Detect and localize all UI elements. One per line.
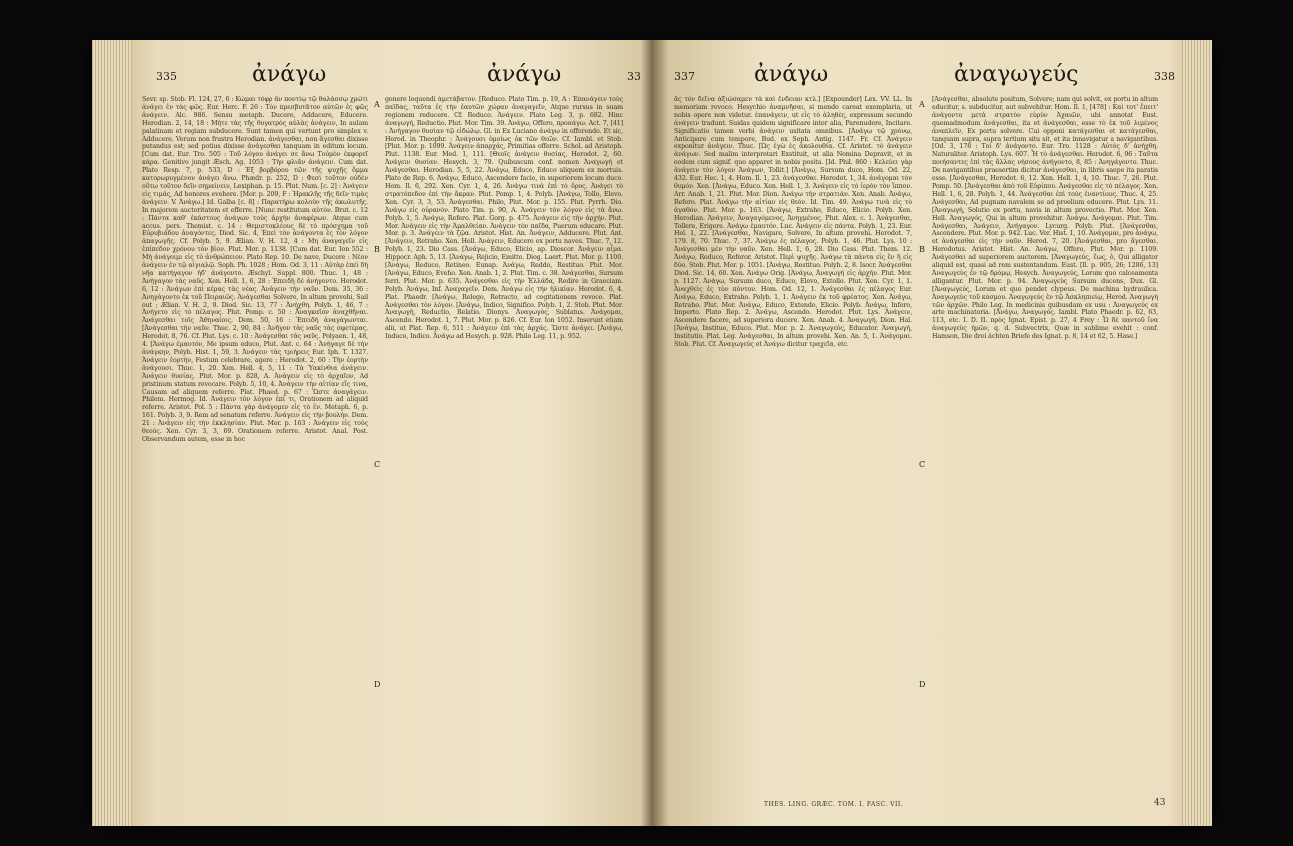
margin-mark-a: A — [374, 100, 380, 109]
right-headword-1: ἀνάγω — [754, 62, 829, 87]
left-page — [92, 40, 650, 826]
page-number-337: 337 — [674, 70, 695, 83]
margin-mark-b-right: B — [919, 245, 925, 254]
right-headword-2: ἀναγωγεύς — [954, 62, 1079, 87]
right-page-column-2: [Ἀνάγεσθαι, absolute positum, Solvere; nam qui solvit, ex portu in altum educitur, s. subducitur, aut subvehitur. Hom. Il. 1, [478] : Καὶ τοτ' ἔπειτ' ἀνάγοντο μετὰ στρατὸν εὐρὺν Ἀχαιῶν, ubi annotat Eust. quemadmodum ἀνάγεσθαι, ita et ἀνάγεσθαι, esse τὸ ἐκ τοῦ λιμένος ἀναπλεῖν, Ex portu solvere. Cui opponi κατάγεσθαι et κατάγεσθαι, tanquam supra, supra tertium situ sit, et ita innavigatur a navigantibus. [Od. 3, 178 : Τοὶ δ' ἀνάγοντο. Eur. Tro. 1128 : Αὐτὸς δ' ἀνήχθη. Naturaliter. Aristoph. Lys. 607. Ἦ τὸ ἀνάγεσθαι. Herodot. 6, 96 : Ταῦτα ποιήσαντες ἐπὶ τὰς ἄλλας νήσους ἀνήγοντο, 8, 85 : Ἀνηγάγοντο. Thuc. De navigantibus praesertim dicitur ἀνάγεσθαι, in libris saepe ita paratis esse. [Ἀνάγεσθαι, Herodot. 6, 12. Xen. Hell. 1, 4, 10. Thuc. 7, 26. Plut. Pomp. 50. [Ἀνάγεσθαι ἀπὸ τοῦ Εὐρίπου. Ἀνάγεσθαι εἰς τὸ πέλαγος. Xen. Hell. 1, 6, 28. Polyb. 1, 44. Ἀνάγεσθαι ἐπὶ τοὺς ἐναντίους. Thuc. 4, 25. Ἀνάγεσθαι, Ad pugnam navalem se ad proelium educere. Plut. Lys. 11. [Ἀναγωγή, Solutio ex portu, navis in altum provectio. Plut. Mor. Xen. Hell. Ἀναγωγός, Qui in altum provehitur. Ἀνάγω. Ἀνάγομαι. Plut. Tim. Ἀνάγεσθαι, Ἀνάγειν, Ἀνήγαγον. Lycurg. Polyb. Plut. [Ἀνάγεσθαι, Ascendere. Plut. Mor. p. 942. Luc. Ver. Hist. 1, 10. Ἀνάγομαι, pro ἀνάγω, et ἀνάγεσθαι εἰς τὴν ναῦν. Herod. 7, 20. [Ἀνάγεσθαι, pro ἄγεσθαι. Herodotus. Aristot. Hist. An. Ἀνάγω, Offero, Plut. Mor. p. 1109. Ἀνάγεσθαι ad superiorem auctorem. [Ἀναγωγεύς, ἔως, ὁ, Qui alligator aliquid est, quasi ad rem sustentandam. Eust. [Il. p. 905, 26; 1286, 13] Ἀναγωγεὺς ἐν τῷ δρόμῳ, Hesych. Ἀναγωγεύς, Lorum quo calceamenta alligantur. Plut. Mor. p. 94. Ἀναγωγεὺς Sursum ducens, Dux. Gl. [Ἀναγωγεύς, Lorum et quo pendet clypeus. De machina hydraulica. Ἀναγωγεὺς τοῦ κόσμου. Ἀναγωγεύς ἐν τῷ Ἀσκληπιείῳ, Herod. Ἀναγωγὴ τῶν ἀρχῶν. Philo Leg. In medicinis quibusdam ex usu : Ἀναγωγεύς ex arte machinatoria. [Ἀνάγω, Ἀναγωγός. Iambl. Plato Phaedr. p. 62, 63, 113, etc. I. D. II. πρὸς Ignat. Epist. p. 27, 4 Frey : Ὧ δὲ παντοῦ ἵνα ἀναγωγεὺς ἡμῶν, q. d. Subvectrix, Quæ in sublime evehit : conf. Hamson, Die drei ächten Briefe des Ignat. p. 8, 14 et 62, 5. Hase.] — [932, 96, 1158, 341]
left-headword-2: ἀνάγω — [487, 62, 562, 87]
left-page-column-1: Sevr. sp. Stob. Fl. 124, 27, 6 : Κώμαι τόφρ ἂν ποντίῳ τῷ θαλάσσῳ χρώτι ἀνάγει ἐν τὰς φῶς. Eur. Herc. F. 26 : Τὸν πρεσβυτᾶτον αὐτῶν ἐς φῶς ἀνάγειν. Alc. 986. Sensu metaph. Ducere, Adducere, Educere. Herodian. 2, 14, 18 : Μήτε τὰς τῆς θυγατρὸς αὐλὰς ἀνάγειν, In aulam palatinam et regiam subducere. Sunt tamen qui vertunt pro simplex v. Adducere. Verum non frustra Herodian. ἀνάγεσθαι, non ἄγεσθαι dixisse putandus est; sed potius dixisse ἀνάγεσθαι tanquam in editum locum. [Cum dat. Eur. Tro. 505 : Τοῦ λόγου ἀνάγει σε ἄνω Τοὐμὸν ἐκφορεῖ κάρα. Genitivo jungit Æsch. Ag. 1053 : Τὴν φλιᾶν ἀνάγειν. Cum dat. Plato Resp. 7, p. 533, D : Ἐξ βορβόρου τῶν τῆς ψυχῆς ὄμμα κατορωρυγμένον ἀνάγει ἄνω. Phædr. p. 252, D : Φεσὶ τοῦτον οὐδὲν οὕτω τοῦτον δεῖν σημαίνειν, Lexiphan. p. 15. Plut. Num. [c. 2] : Ἀνάγειν εἰς τιμάς, Ad honores evehere. [Mor. p. 209, F : Ἡρακλῆς τῆς δεῖν τιμὰς ἀνάγειν. V. Ἀνάγω.] Id. Galba [c. 8] : Παρατήρω κολούν τῆς ἀκωλυτῆς. In majorem auctoritatem et efferre. [Nunc restitutum αὐτὸν. Brut. c. 12 : Πάντα καθ' ἑκάστους ἀνάγων τοὺς ἀρχὴν ἀναφέρων. Atque cum accus. pers. Themist. c. 14 : Θεμιστοκλέους δὲ τὸ πρόσχημα τοῦ Εὐρυβιάδου ἀναγόντες. Diod. Sic. 4, Ἐπεὶ τὸν ἀνάγοντα ἐς τὸν λόγον ἀπαγωγῆς. Cf. Polyb. 5, 9. Ælian. V. H. 12, 4 : Μη ἀναγαγεῖν εἰς ἐπίπεδον χρόνου τὸν βίον. Plut. Mor. p. 1138. [Cum dat. Eur. Ion 552 : Μὴ ἀνάγοιμι εἰς τὸ ἀνθρώπειον. Plato Rep. 10. De nave, Ducere : Νέον ἀνάγειν ἐν τῷ αἰγιαλῷ. Soph. Ph. 1028 ; Hom. Od. 3, 11 : Αὐτὰρ ἐπεὶ δὴ νῆα κατήγαγον ἠδ' ἀνάγοντο. Æschyl. Suppl. 800. Thuc. 1, 48 : Ἀνήγαγον τὰς ναῦς. Xen. Hell. 1, 6, 28 : Ἐπειδὴ δὲ ἀνήγοντο. Herodot. 6, 12 : Ἀνάγων ἐπὶ κέρας τὰς νέας. Ἀνάγειν τὴν ναῦν. Dem. 35, 36 : Ἀνηγάγοντο ἐκ τοῦ Πειραιῶς. Ἀνάγεσθαι Solvere, In altum provehi, Sail out ; Ælian. V. H. 2, 9. Diod. Sic. 13, 77 : Ἀνήχθη. Polyb. 1, 46, 7 : Ἀνήγετο εἰς τὸ πέλαγος. Plut. Pomp. c. 50 : Ἀναγκαῖον ἀναχθῆναι. Ἀνάγεσθαι τοῖς Ἀθηναίοις. Dem. 50, 16 : Ἐπειδὴ ἀναγάγωνται. [Ἀνάγεσθαι τὴν ναῦν. Thuc. 2, 90, 84 : Ἀνῆγον τὰς ναῦς τὰς σφετέρας. Herodot. 8, 76. Cf. Plut. Lys. c. 10 : Ἀνάγεσθαι τὰς ναῦς. Polyaen. 1, 48, 4. [Ἀνάγω ἐμαυτόν, Me ipsum educo, Plut. Ant. c. 64 : Ἀνήγαγε δὲ τὴν ἀνάγκην, Polyb. Hist. 1, 59, 3. Ἀνάγειν τὰς τριήρεις Eur. Iph. T. 1327. Ἀνάγειν ἑορτήν, Festum celebrare, agere : Herodot. 2, 60 : Τὴν ἑορτὴν ἀνάγουσι. Thuc. 1, 20. Xen. Hell. 4, 5, 11 : Τὰ Ὑακίνθια ἀνάγειν. Ἀνάγειν θυσίας. Plut. Mor. p. 828, A. Ἀνάγειν εἰς τὸ ἀρχαῖον, Ad pristinum statum revocare. Polyb. 5, 10, 4. Ἀνάγειν τὴν αἰτίαν εἴς τινα, Causam ad aliquem referre. Plat. Phaed. p. 67 : Ὥστε ἀναγάγειν. Philem. Hermog. Id. Ἀνάγειν τὸν λόγον ἐπί τι, Orationem ad aliquid referre. Aristot. Pol. 5 : Πάντα γὰρ ἀνάγομεν εἰς τὸ ἓν. Metaph. 6, p. 161. Polyb. 3, 9. Rem ad senatum referre. Ἀνάγειν εἰς τὴν βουλήν. Dem. 21 : Ἀνάγειν εἰς τὴν ἐκκλησίαν. Plut. Mor. p. 163 : Ἀνάγειν εἰς τοὺς θεούς. Xen. Cyr. 3, 3, 69. Orationem referre. Aristot. Anal. Post. Observandum autem, esse in hoc — [142, 96, 368, 443]
left-page-column-2: genere loquendi ἀμετάβατον. [Reduco. Plato Tim. p. 19, A : Ἐπανάγειν τοὺς παῖδας, ταῦτα ἐς τὴν ἑαυτῶν χώραν ἀναγαγεῖν, Atque rursus in suam regionem reducere. Cf. Reduco. Ἀνάγειν. Plato Leg. 3, p. 682. Hinc ἀναγωγή, Reductio. Plut. Mor. Tim. 39. Ἀνάγω, Offero, προσάγω. Act. 7, [41] : Ἀνήγαγον θυσίαν τῷ εἰδώλῳ. Gl. in Ex Luciano ἀνάγω in offerendo. Et sic, Herod. in Theophr. : Ἀνάγουσι ὁμοίως ὁκ τῶν θεῶν. Cf. Iambl. et Stob. [Plut. Mor. p. 1099. Ἀνάγειν ἀπαρχάς, Primitias offerre. Schol. ad Aristoph. Plut. 1138. Eur. Med. 1, 111. [Θεοῖς ἀνάγειν θυσίας, Herodot. 2, 60. Ἀνάγειν θυσίαν. Hesych. 3, 79. Quibuscum conf. nomen Ἀναγωγή et Ἀνάγεσθαι. Herodian. 5, 5, 22. Ἀνάγω, Educo, Educo aliquem ex mortuis. Plato de Rep. 6. Ἀνάγω, Educo, Ascendere facio, in superiorem locum duco. Hom. Il. 6, 292. Xen. Cyr. 1, 4, 26. Ἀνάγω τινὰ ἐπὶ τὸ ὄρος. Ἀνάγει τὸ στρατόπεδον ἐπὶ τὴν ἄκραν. Plut. Pomp. 1, 4. Polyb. [Ἀνάγω, Tollo, Elevo. Xen. Cyr. 3, 3, 53. Ἀνάγεσθαι. Philo, Plut. Mor. p. 155. Plut. Pyrrh. Dio. Ἀνάγω εἰς οὐρανόν. Plato Tim. p. 90, A. Ἀνάγειν τὸν λόγον εἰς τὰ ἄνω. Polyb. 1, 5. Ἀνάγω, Refero. Plat. Gorg. p. 475. Ἀνάγειν εἰς τὴν ἀρχήν. Plut. Mor. Ἀνάγειν εἰς τὴν Ἀμαλθείαν. Ἀνάγειν τὸν παῖδα, Puerum educare. Plut. Mor. p. 3. Ἀνάγειν τὰ ζῷα. Aristot. Hist. An. Ἀνάγειν, Adducere. Plut. Ant. [Ἀνάγειν, Retraho. Xen. Hell. Ἀνάγειν, Educere ex portu naves. Thuc. 7, 12. Polyb. 1, 23. Dio Cass. [Ἀνάγω, Educo, Elicio, ap. Dioscor. Ἀνάγειν αἷμα. Hippocr. Aph. 5, 13. [Ἀνάγω, Rejicio, Emitto. Diog. Laert. Plut. Mor. p. 1100. [Ἀνάγω, Reduco, Retineo. Eunap. Ἀνάγω, Reddo, Restituo. Plut. Mor. [Ἀνάγω, Educo, Eveho. Xen. Anab. 1, 2. Plut. Tim. c. 38. Ἀνάγεσθαι, Sursum ferri. Plut. Mor. p. 635. Ἀνάγεσθαι εἰς τὴν Ἑλλάδα, Redire in Graeciam. Polyb. Ἀνάγω, Inf. Ἀναγαγεῖν. Dem. Ἀνάγω εἰς τὴν ἡλικίαν. Herodot. 6, 4. Plat. Phaedr. [Ἀνάγω, Relego, Retracto, ad cogitationem revoco. Plat. Ἀνάγεσθαι τὸν λόγον. [Ἀνάγω, Indico, Significo. Polyb. 1, 2. Stob. Plut. Mor. Ἀναγωγή, Reductio, Relatio. Dionys. Ἀναγωγὸς, Sublatus. Ἀνάγομαι, Ascendo. Herodot. 1, 7. Plut. Mor. p. 826. Cf. Eur. Ion 1052. Inserunt etiam alii, ut Plat. Rep. 6, 511 : Ἀνάγειν ἐπὶ τὰς ἀρχάς. Ὥστε ἀνάγει. [Ἀνάγω, Induco, Indico. Ἀνάγω ad Hesych. p. 928. Philo Leg. 11, p. 952. — [385, 96, 623, 341]
page-number-335: 335 — [156, 70, 177, 83]
margin-mark-d-right: D — [919, 680, 926, 689]
page-number-338: 338 — [1154, 70, 1175, 83]
page-number-336: 33 — [627, 70, 641, 83]
margin-mark-c: C — [374, 460, 381, 469]
margin-mark-a-right: A — [919, 100, 925, 109]
margin-mark-c-right: C — [919, 460, 926, 469]
signature-mark: 43 — [1154, 798, 1166, 808]
left-headword-1: ἀνάγω — [252, 62, 327, 87]
right-page — [654, 40, 1212, 826]
margin-mark-d: D — [374, 680, 381, 689]
margin-mark-b: B — [374, 245, 380, 254]
footer-imprint: THES. LING. GRÆC. TOM. I. FASC. VII. — [764, 801, 904, 808]
right-page-column-1: ἃς τὸν δεῖνα ἀξιώσαμεν τὰ καὶ ἔνδειαν κτλ.] [Expounder] Lex. VV. LL. In memoriam revoco. Hesychio ἀναμνῆσαι, si mendo careat exemplaria, ut nobis opere non videtur. ἐπανάγειν, ut εἰς τὸ ἀληθὲς, expressum secundo ἀνάγειν tradunt. Suidas quidem significare inter alia, Parenudere, Incitare. Significatio tamen verbi ἀνάγειν usitata omnibus. [Ἀνάγω τῷ χρόνῳ, Anticipare cum tempore, Bud. ex Soph. Antig. 1147. Fr. Cf. Ἀνάγειν exponitur ἀνάγειν. Thuc. [Ὡς ἐγὼ ἐς ἀκολουθία. Cf. Aristot. τὸ ἀνάγειν ἀνάγων. Sed malim interpretari Exstituit, ut alia Nomina Depravit, et in eodem cum signif. quo apparet in nobis posita. [Id. Phil. 860 : Κελεύει γὰρ ἀνάγειν τὸν λόγον Ἀνάγων, Tollit.] [Ἀνάγω, Sursum duco, Hom. Od. 22, 432. Eur. Hec. 1, 4. Hom. Il. 1, 23. ἀνάγεσθαι. Herodot. 1, 34. ἀνάγομαι τὸν θυμόν. Xen. [Ἀνάγω, Educo. Xen. Hell. 1, 3. Ἀνάγειν εἰς τὸ ἱερὸν τὸν ἵππον. Arr. Anab. 1, 21. Plut. Mor. Dion. Ἀνάγω τὴν στρατιάν. Xen. Anab. Ἀνάγω, Refero. Plat. Ἀνάγω τὴν αἰτίαν εἰς θεόν. Id. Tim. 49. Ἀνάγω τινὰ εἰς τὸ ἀγαθόν. Plut. Mor. p. 163. [Ἀνάγω, Extraho, Educo, Elicio. Polyb. Xen. Herodian. Ἀνάγειν, Ἀναγαγόμενος, Ἀνηγμένος. Plut. Alex. c. 1. Ἀνάγεσθαι, Tollere, Erigere. Ἀνάγω ἐμαυτόν. Luc. Ἀνάγειν εἰς πάντα. Polyb. 1, 23. Eur. Hel. 1, 22. [Ἀνάγεσθαι, Navigare, Solvere, In altum provehi. Herodot. 7, 179. 8, 70. Thuc. 7, 37. Ἀνάγω ἐς πέλαγος. Polyb. 1, 46. Plut. Lys. 10 : Ἀνάγεσθαι μὲν τὴν ναῦν. Xen. Hell. 1, 6, 28. Dio Cass. Plut. Them. 12. Ἀνάγω, Reduco, Referor. Aristot. Περὶ ψυχῆς. Ἀνάγω τὰ πάντα εἰς ἓν ἢ εἰς δύο. Stob. Plut. Mor. p. 1051. [Ἀνάγω, Restituo. Polyb. 2, 8. Isocr. Ἀνάγεσθαι Diod. Sic. 14, 60. Xen. Ἀνάγω Orig. [Ἀνάγω, Ἀναγωγή εἰς ἀρχήν. Plut. Mor. p. 1127. Ἀνάγω, Sursum duco, Educo, Elevo, Extollo. Plut. Xen. Cyr. 1, 1. Ἀναχθεὶς ἐς τὸν πόντον. Hom. Od. 12, 1. Ἀνάγεσθαι ἐς πέλαγος Eur. Ἀνάγω, Educo, Extraho. Polyb. 1, 1. Ἀνάγειν ἐκ τοῦ φρέατος. Xen. Ἀνάγω, Retraho. Plut. Mor. Ἀνάγω, Educo, Extendo, Elicio. Polyb. Ἀνάγω, Infero, Imperto. Plato Rep. 2. Ἀνάγω, Ascendo. Herodot. Plut. Lys. Ἀνάγειν, Ascendere facere, ad superiora ducere. Xen. Anab. 4. Ἀναγωγή. Dion. Hal. [Ἀνάγω, Instituo, Educo. Plut. Mor. p. 2. Ἀναγωγεύς, Educator. Ἀναγωγή, Institutio. Plat. Leg. Ἀνάγεσθαι, In altum provehi. Xen. An. 5, 1. Ἀνάγομαι. Stob. Plut. Cf. Ἀναγωγεύς et Ἀνάγω dicitur τραχεῖα, etc. — [674, 96, 912, 349]
open-book — [92, 40, 1212, 826]
